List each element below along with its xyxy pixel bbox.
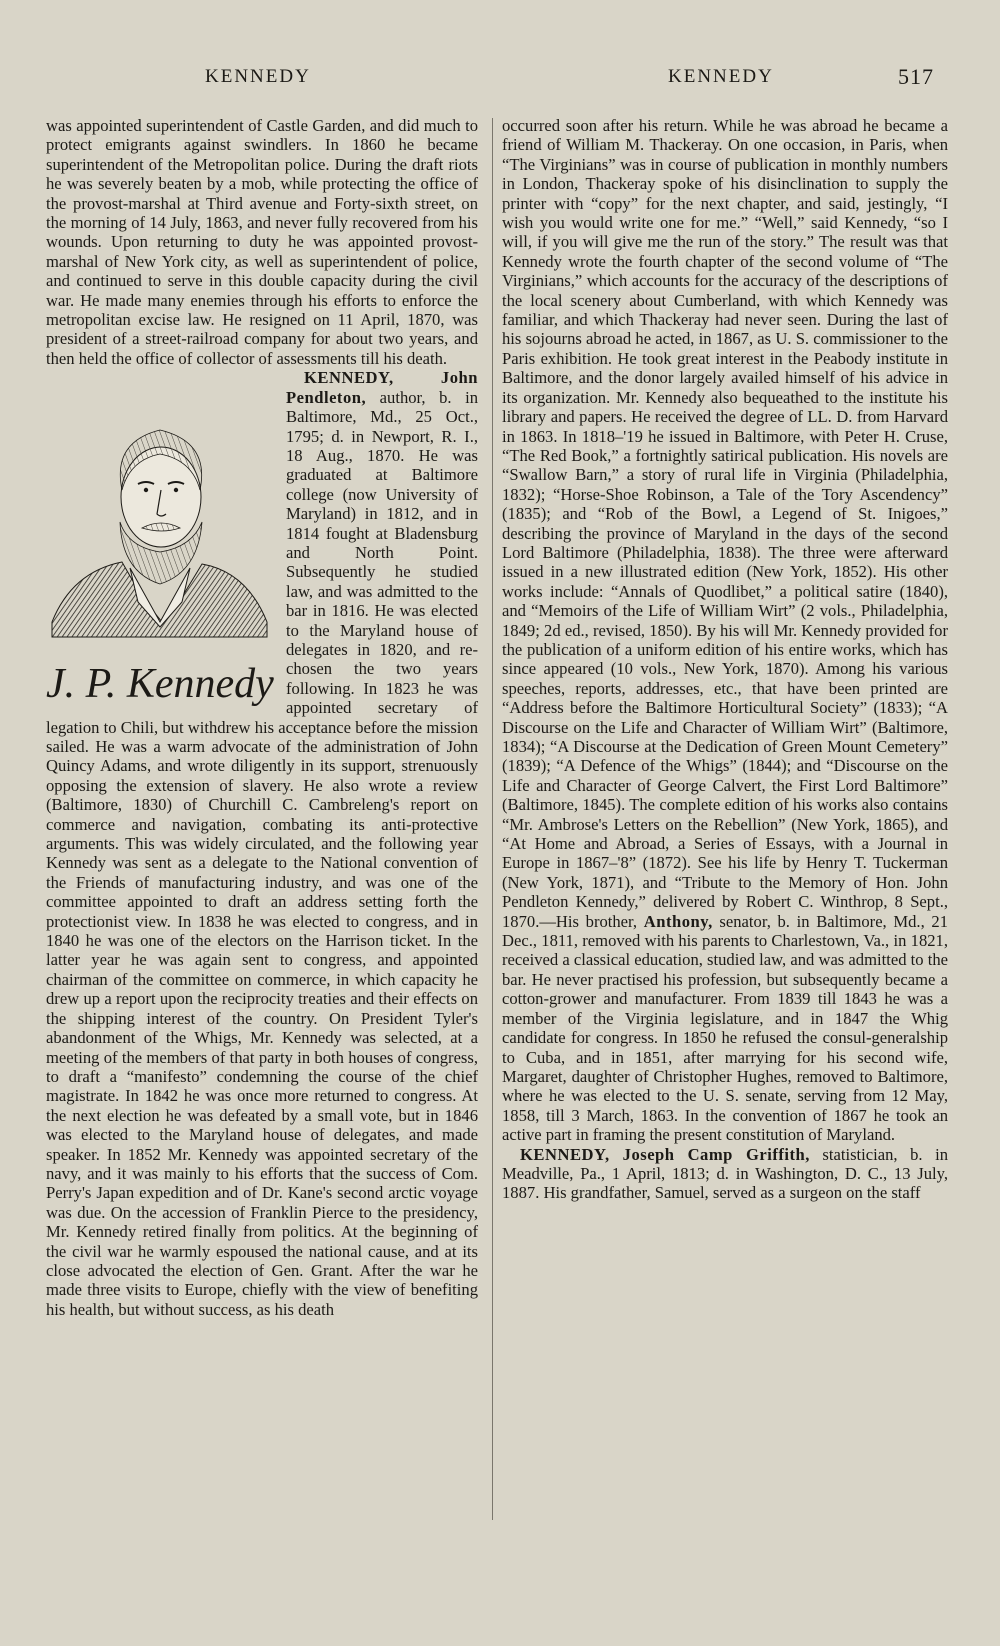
paragraph-continuation: was appointed superintendent of Castle Garden, and did much to protect emigrants against swindlers. In 1860 he became superintendent of the Metropolitan police. During the draft riots he was severely beaten by a mob, while protecting the office of the provost-marshal at Third avenue and Forty-sixth street, on the morning of 14 July, 1863, and never fully recovered from his wounds. Upon returning to duty he was appointed provost-marshal of New York city, as well as superintendent of police, and continued to serve in this double capacity during the civil war. He made many enemies through his efforts to enforce the metropolitan excise law. He resigned on 11 April, 1870, was president of a street-railroad company for about two years, and then held the office of collector of assessments till his death. [46, 116, 478, 368]
entry-headword-joseph: KENNEDY, Joseph Camp Griffith, [520, 1144, 810, 1164]
subentry-anthony-body: senator, b. in Baltimore, Md., 21 Dec., 1811, removed with his parents to Charlestown, Va., in 1821, received a classical education, studied law, and was admitted to the bar. He never practised his profession, but subsequently became a cotton-grower and manufacturer. From 1839 till 1843 he was a member of the Virginia legislature, and in 1847 the Whig candidate for congress. In 1850 he refused the consul-generalship to Cuba, and in 1851, after marrying for his second wife, Margaret, daughter of Christopher Hughes, removed to Baltimore, where he was elected to the U. S. senate, serving from 12 May, 1858, till 3 March, 1863. In the convention of 1867 he took an active part in framing the present constitution of Maryland. [502, 911, 948, 1145]
column-divider [492, 118, 493, 1520]
running-header [0, 66, 1000, 96]
entry-body: author, b. in Baltimore, Md., 25 Oct., 1795; d. in Newport, R. I., 18 Aug., 1870. He was graduated at Baltimore college (now University of Maryland) in 1812, and in 1814 fought at Bladensburg and North Point. Subsequently he studied law, and was admitted to the bar in 1816. He was elected to the Maryland house of delegates in 1820, and re-chosen the two years following. In 1823 he was appointed secretary of legation to Chili, but withdrew his acceptance before the mission sailed. He was a warm advocate of the administration of John Quincy Adams, and wrote diligently in its support, strenuously opposing the extension of slavery. He also wrote a review (Baltimore, 1830) of Churchill C. Cambreleng's report on commerce and navigation, combating its anti-protective arguments. This was widely circulated, and the following year Kennedy was sent as a delegate to the National convention of the Friends of manufacturing industry, and was one of the committee appointed to draft an address setting forth the protectionist view. In 1838 he was elected to congress, and in 1840 he was one of the electors on the Harrison ticket. In the latter year he was again sent to congress, and appointed chairman of the committee on commerce, in which capacity he drew up a report upon the reciprocity treaties and their effects on the shipping interest of the country. On President Tyler's abandonment of the Whigs, Mr. Kennedy was selected, at a meeting of the members of that party in both houses of congress, to draft a “manifesto” condemning the course of the chief magistrate. In 1842 he was once more returned to congress. At the next election he was defeated by a small vote, but in 1846 was elected to the Maryland house of delegates, and made speaker. In 1852 Mr. Kennedy was appointed secretary of the navy, and it was mainly to his efforts that the success of Com. Perry's Japan expedition and of Dr. Kane's second arctic voyage was due. On the accession of Franklin Pierce to the presidency, Mr. Kennedy retired finally from politics. At the beginning of the civil war he warmly espoused the national cause, and at its close advocated the election of Gen. Grant. After the war he made three visits to Europe, chiefly with the view of benefiting his health, but without success, as his death [46, 387, 478, 1319]
entry-headword: KENNEDY, John Pendleton, [286, 368, 478, 407]
subentry-anthony: Anthony, [643, 911, 713, 931]
right-column [502, 116, 948, 1203]
signature-text: J. P. Kennedy [46, 661, 274, 708]
paragraph-continuation-right [502, 116, 948, 1145]
entry-body-joseph: statistician, b. in Meadville, Pa., 1 April, 1813; d. in Washington, D. C., 13 July, 1887. His grandfather, Samuel, served as a surgeon on the staff [502, 1144, 948, 1203]
entry-body-continued: occurred soon after his return. While he was abroad he became a friend of William M. Thackeray. On one occasion, in Paris, when “The Virginians” was in course of publication in monthly numbers in London, Thackeray spoke of his disinclination to supply the printer with “copy” for the next chapter, and said, jestingly, “I wish you would write one for me.” “Well,” said Kennedy, “so I will, if you will give me the run of the story.” The result was that Kennedy wrote the fourth chapter of the second volume of “The Virginians,” which accounts for the accuracy of the descriptions of the local scenery about Cumberland, with which Kennedy was familiar, and which Thackeray had never seen. During the last of his sojourns abroad he acted, in 1867, as U. S. commissioner to the Paris exhibition. He took great interest in the Peabody institute in Baltimore, and the donor largely availed himself of his advice in its organization. Mr. Kennedy also bequeathed to the institute his library and papers. He received the degree of LL. D. from Harvard in 1863. In 1818–'19 he issued in Baltimore, with Peter H. Cruse, “The Red Book,” a fortnightly satirical publication. His novels are “Swallow Barn,” a story of rural life in Virginia (Philadelphia, 1832); “Horse-Shoe Robinson, a Tale of the Tory Ascendency” (1835); and “Rob of the Bowl, a Legend of St. Inigoes,” describing the province of Maryland in the days of the second Lord Baltimore (Philadelphia, 1838). The three were afterward issued in a new illustrated edition (New York, 1852). His other works include: “Annals of Quodlibet,” a political satire (1840), and “Memoirs of the Life of William Wirt” (2 vols., Philadelphia, 1849; 2d ed., revised, 1850). By his will Mr. Kennedy provided for the publication of a uniform edition of his entire works, which has since appeared (10 vols., New York, 1870). Among his various speeches, reports, addresses, etc., that have been printed are “Address before the Baltimore Horticultural Society” (1833); “A Discourse on the Life and Character of William Wirt” (Baltimore, 1834); “A Discourse at the Dedication of Green Mount Cemetery” (1839); “A Defence of the Whigs” (1844); and “Discourse on the Life and Character of George Calvert, the First Lord Baltimore” (Baltimore, 1845). The complete edition of his works also contains “Mr. Ambrose's Letters on the Rebellion” (New York, 1865), and “At Home and Abroad, a Series of Essays, with a Journal in Europe in 1867–'8” (1872). See his life by Henry T. Tuckerman (New York, 1871), and “Tribute to the Memory of Hon. John Pendleton Kennedy,” delivered by Robert C. Winthrop, 8 Sept., 1870.—His brother, [502, 116, 948, 931]
left-column [46, 116, 478, 1319]
entry-john-pendleton-kennedy [46, 368, 478, 1319]
page-number: 517 [898, 64, 934, 89]
header-center-word: KENNEDY [668, 66, 774, 87]
entry-joseph-camp-griffith-kennedy [502, 1145, 948, 1203]
header-left-word: KENNEDY [205, 66, 311, 87]
portrait-engraving [42, 372, 280, 714]
portrait-figure [42, 372, 280, 714]
